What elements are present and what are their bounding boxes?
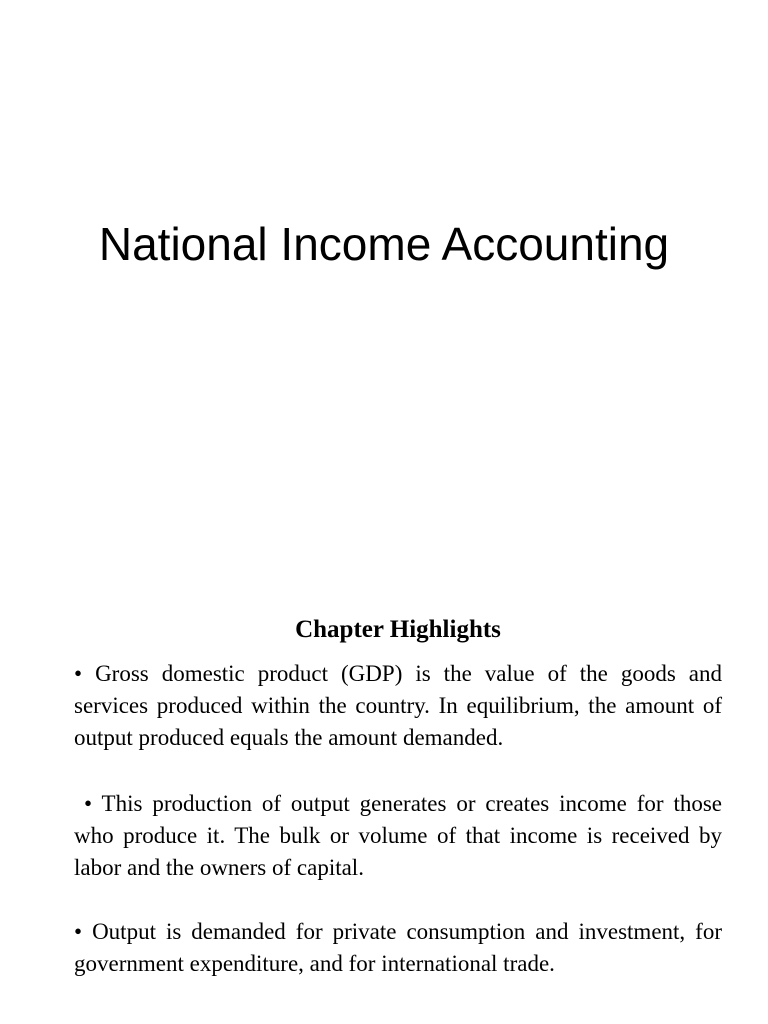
chapter-highlights-heading: Chapter Highlights <box>295 616 501 643</box>
highlight-paragraph-income <box>74 788 722 884</box>
highlight-text: Output is demanded for private consumption and investment, for government expenditure, and for international trade. <box>74 919 722 976</box>
bullet-icon: • <box>74 661 83 686</box>
bullet-icon: • <box>74 919 83 944</box>
highlight-paragraph-demand <box>74 916 722 980</box>
bullet-icon: • <box>84 791 93 816</box>
chapter-highlights-section <box>74 612 722 980</box>
highlight-text: This production of output generates or creates income for those who produce it. The bulk or volume of that income is received by labor and the owners of capital. <box>74 791 722 880</box>
page-title: National Income Accounting <box>98 218 670 270</box>
highlight-paragraph-gdp <box>74 658 722 754</box>
highlight-text: Gross domestic product (GDP) is the value of the goods and services produced within the country. In equilibrium, the amount of output produced equals the amount demanded. <box>74 661 722 750</box>
